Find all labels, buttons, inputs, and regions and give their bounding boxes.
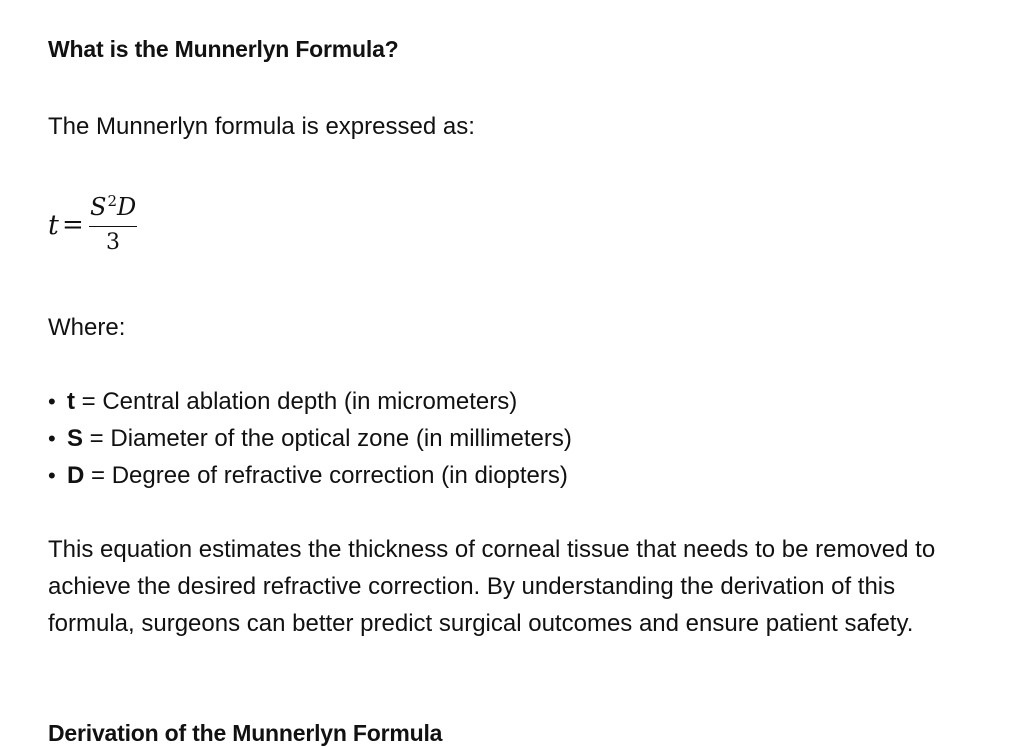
list-item: [48, 383, 572, 420]
section-heading: What is the Munnerlyn Formula?: [48, 36, 399, 62]
definition-term: D: [67, 462, 85, 489]
definition-term: S: [67, 425, 84, 452]
bullet-icon: •: [48, 426, 56, 451]
intro-paragraph: The Munnerlyn formula is expressed as:: [48, 113, 475, 140]
formula-exponent: 2: [107, 192, 117, 210]
munnerlyn-formula: [48, 190, 248, 270]
summary-paragraph: This equation estimates the thickness of corneal tissue that needs to be removed to achieve the desired refractive correction. By understanding the derivation of this formula, surgeons can better predict surgical outcomes and ensure patient safety.: [48, 536, 936, 637]
list-item: [48, 420, 572, 457]
formula-equals: =: [62, 210, 84, 240]
formula-var-d: D: [117, 193, 137, 221]
definition-list: [48, 383, 572, 494]
bullet-icon: •: [48, 463, 56, 488]
definition-text: = Degree of refractive correction (in diopters): [84, 462, 568, 489]
bullet-icon: •: [48, 389, 56, 414]
fraction-bar: [89, 226, 137, 227]
list-item: [48, 457, 572, 494]
definition-text: = Central ablation depth (in micrometers): [75, 388, 518, 415]
section-heading-derivation: Derivation of the Munnerlyn Formula: [48, 720, 443, 746]
definition-term: t: [67, 388, 75, 415]
formula-numerator: [90, 192, 136, 221]
where-label: Where:: [48, 314, 126, 341]
definition-text: = Diameter of the optical zone (in millimeters): [83, 425, 572, 452]
formula-denominator: 3: [106, 230, 120, 255]
formula-var-s: S: [90, 193, 107, 221]
formula-lhs: t: [48, 210, 59, 241]
